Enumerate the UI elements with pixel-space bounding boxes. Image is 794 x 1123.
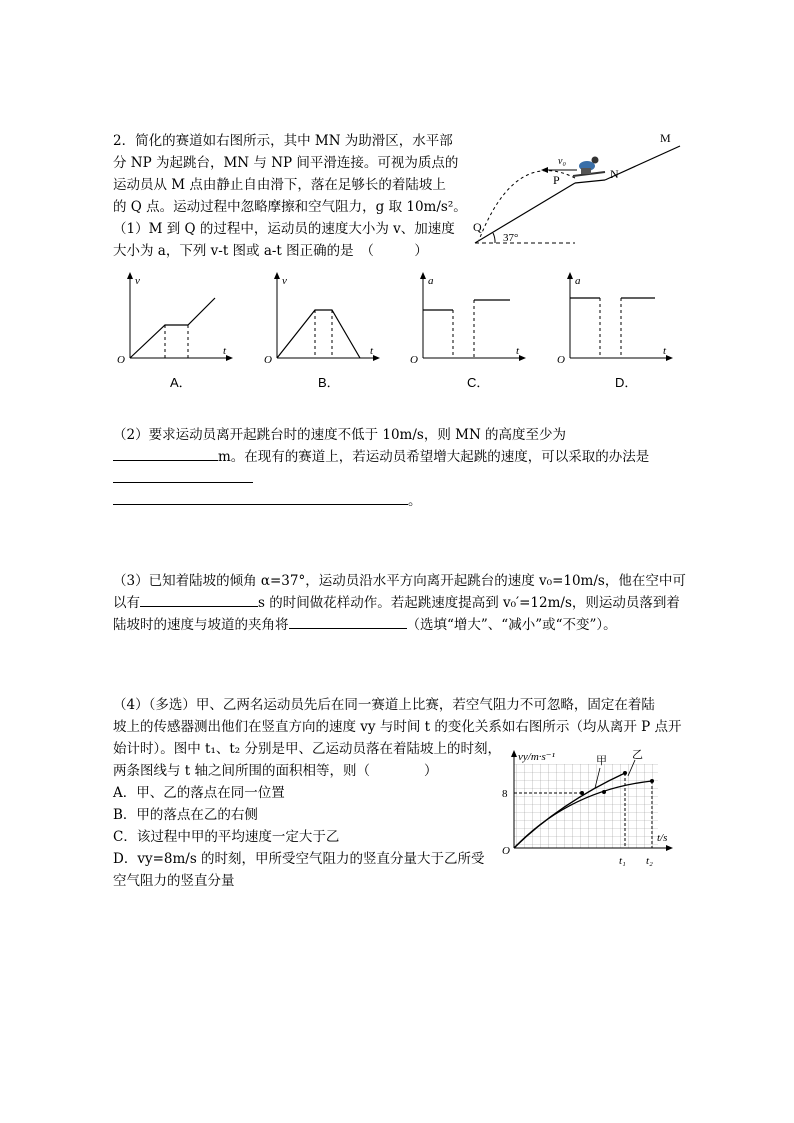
part4-option-d: D．vy=8m/s 的时刻，甲所受空气阻力的竖直分量大于乙所受 [113,851,485,867]
part2-line-2 [113,446,649,468]
q2-line-1: 2．简化的赛道如右图所示，其中 MN 为助滑区，水平部 [113,133,453,149]
vy-t-graph [500,748,680,873]
part3-blank-2[interactable] [289,614,407,629]
graph-ytick-8: 8 [502,788,508,800]
q2-line-6: 大小为 a，下列 v-t 图或 a-t 图正确的是 （ ） [113,243,428,259]
q2-line-3: 运动员从 M 点由静止自由滑下，落在足够长的着陆坡上 [113,177,446,193]
part3-line-2 [113,592,680,614]
q2-line-2: 分 NP 为起跳台，MN 与 NP 间平滑连接。可视为质点的 [113,155,459,171]
graph-a-origin: O [117,354,125,366]
part3-blank-1[interactable] [140,592,258,607]
graph-b-origin: O [264,354,272,366]
part3-line-3a: 陆坡时的速度与坡道的夹角将 [113,617,289,633]
q2-line-4: 的 Q 点。运动过程中忽略摩擦和空气阻力，g 取 10m/s²。 [113,199,467,215]
track-angle: 37° [503,232,519,244]
track-diagram [465,128,705,258]
option-graph-b [262,270,382,380]
part3-line-1: （3）已知着陆坡的倾角 α=37°，运动员沿水平方向离开起跳台的速度 v₀=10m/s，他在空中可 [113,573,686,589]
option-b-label: B． [318,375,340,390]
option-c-label: C． [467,375,490,390]
graph-a-yaxis: v [135,275,140,287]
skier-icon [573,157,605,177]
graph-c-xaxis: t [516,345,520,357]
part2-blank-2[interactable] [113,468,253,483]
part2-blank-1[interactable] [113,446,218,461]
option-d-label: D． [615,375,638,390]
graph-d-yaxis: a [575,275,581,287]
graph-xlabel: t/s [657,832,668,844]
track-label-v0: v₀ [558,156,566,167]
series-yi-label: 乙 [632,749,643,761]
v0-arrowhead [541,167,548,173]
part4-option-d-cont: 空气阻力的竖直分量 [113,873,235,889]
graph-a-xaxis: t [223,345,227,357]
graph-origin: O [502,845,510,857]
graph-b-yaxis: v [282,275,287,287]
part4-line-4: 两条图线与 t 轴之间所围的面积相等，则（ ） [113,763,438,779]
q2-line-5: （1）M 到 Q 的过程中，运动员的速度大小为 v、加速度 [113,221,455,237]
part3-line-2b: s 的时间做花样动作。若起跳速度提高到 v₀′=12m/s，则运动员落到着 [258,595,680,611]
option-a-label: A． [170,375,192,390]
graph-d-xaxis: t [663,345,667,357]
option-graph-c [408,270,528,380]
track-label-n: N [610,167,619,181]
takeoff-platform [575,180,605,183]
graph-d-origin: O [557,354,565,366]
graph-t1: t₁ [619,855,626,867]
part4-line-3: 始计时）。图中 t₁、t₂ 分别是甲、乙运动员落在着陆坡上的时刻， [113,741,502,757]
series-jia-label: 甲 [596,755,607,767]
angle-arc [493,233,495,243]
graph-grid [514,764,658,848]
graph-b-xaxis: t [370,345,374,357]
part2-line-1: （2）要求运动员离开起跳台时的速度不低于 10m/s，则 MN 的高度至少为 [113,427,567,443]
graph-ylabel: vy/m·s⁻¹ [518,751,555,763]
landing-slope [475,183,575,243]
part4-option-a: A．甲、乙的落点在同一位置 [113,785,285,801]
trajectory [479,171,575,240]
track-label-m: M [660,131,671,145]
part3-line-3 [113,614,617,636]
track-label-q: Q [473,220,482,234]
part4-line-2: 坡上的传感器测出他们在竖直方向的速度 vy 与时间 t 的变化关系如右图所示（均从离开 P 点开 [113,719,682,735]
graph-b-curve [277,310,360,358]
part2-end: 。 [408,493,422,509]
part2-line-2-text: m。在现有的赛道上，若运动员希望增大起跳的速度，可以采取的办法是 [218,449,650,465]
track-label-p: P [553,173,560,187]
part4-option-b: B．甲的落点在乙的右侧 [113,807,258,823]
part2-blank-3[interactable] [113,490,408,505]
option-graph-d [555,270,675,380]
option-graph-a [115,270,235,380]
part4-option-c: C．该过程中甲的平均速度一定大于乙 [113,829,340,845]
part3-line-2a: 以有 [113,595,140,611]
graph-a-curve [130,298,215,358]
graph-c-yaxis: a [428,275,434,287]
part2-line-4 [113,490,422,512]
part2-line-3 [113,468,253,490]
part3-line-3b: （选填“增大”、“减小”或“不变”）。 [406,617,617,633]
graph-c-origin: O [410,354,418,366]
part4-line-1: （4）（多选）甲、乙两名运动员先后在同一赛道上比赛，若空气阻力不可忽略，固定在着陆 [113,697,655,713]
graph-t2: t₂ [646,855,653,867]
